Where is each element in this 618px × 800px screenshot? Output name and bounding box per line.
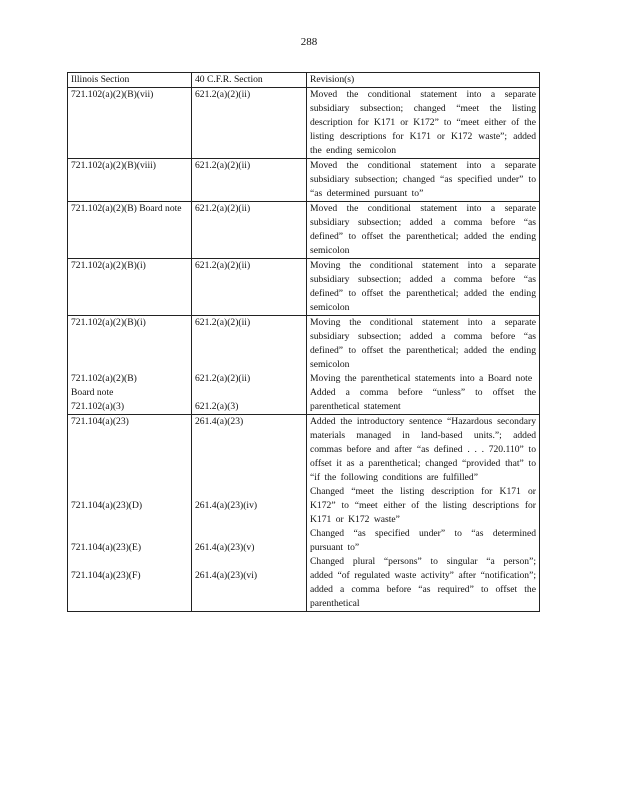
table-row [68, 415, 540, 612]
illinois-entry: 721.104(a)(23)(D) [71, 500, 143, 511]
cfr-entry: 261.4(a)(23)(iv) [195, 500, 258, 511]
revision-cell: Moved the conditional statement into a separate subsidiary subsection; changed “meet the listing description for K171 or K172” to “meet either of the listing descriptions for K171 or K172 waste”; added the ending semicolon [307, 88, 540, 159]
revision-cell [307, 316, 540, 415]
illinois-section-cell [68, 415, 192, 612]
illinois-entry: 721.102(a)(3) [71, 401, 125, 412]
header-cfr-section: 40 C.F.R. Section [192, 73, 307, 88]
cfr-section-cell: 621.2(a)(2)(ii) [192, 259, 307, 316]
table-row [68, 202, 540, 259]
revision-cell: Moving the conditional statement into a separate subsidiary subsection; added a comma before “as defined” to offset the parenthetical; added the ending semicolon [307, 259, 540, 316]
revision-cell: Moved the conditional statement into a separate subsidiary subsection; changed “as specified under” to “as determined pursuant to” [307, 159, 540, 202]
illinois-entry: 721.104(a)(23)(E) [71, 542, 142, 553]
revision-entry: Changed “as specified under” to “as determined pursuant to” [310, 528, 536, 553]
revision-entry: Added the introductory sentence “Hazardous secondary materials managed in land-based units.”; added commas before and after “as defined . . . 720.110” to offset it as a parenthetical; changed “provided that” to “if the following conditions are fulfilled” [310, 416, 536, 483]
page-number: 288 [300, 36, 318, 48]
revision-entry: Added a comma before “unless” to offset the parenthetical statement [310, 387, 536, 412]
header-revisions: Revision(s) [307, 73, 540, 88]
cfr-entry: 621.2(a)(3) [195, 401, 239, 412]
revision-entry: Changed “meet the listing description for K171 or K172” to “meet either of the listing descriptions for K171 or K172 waste” [310, 486, 536, 525]
revision-cell: Moved the conditional statement into a separate subsidiary subsection; added a comma before “as defined” to offset the parenthetical; added the ending semicolon [307, 202, 540, 259]
illinois-entry: 721.102(a)(2)(B) Board note [71, 373, 137, 398]
cfr-entry: 621.2(a)(2)(ii) [195, 317, 251, 328]
table-row [68, 159, 540, 202]
revision-entry: Moving the parenthetical statements into a Board note [310, 373, 533, 384]
illinois-entry: 721.104(a)(23) [71, 416, 129, 427]
table-row [68, 88, 540, 159]
illinois-section-cell: 721.102(a)(2)(B)(viii) [68, 159, 192, 202]
illinois-entry: 721.104(a)(23)(F) [71, 570, 141, 581]
illinois-section-cell: 721.102(a)(2)(B)(vii) [68, 88, 192, 159]
cfr-section-cell: 621.2(a)(2)(ii) [192, 159, 307, 202]
illinois-entry: 721.102(a)(2)(B)(i) [71, 317, 146, 328]
illinois-section-cell: 721.102(a)(2)(B) Board note [68, 202, 192, 259]
cfr-section-cell [192, 316, 307, 415]
revision-entry: Moving the conditional statement into a separate subsidiary subsection; added a comma before “as defined” to offset the parenthetical; added the ending semicolon [310, 317, 536, 370]
revision-entry: Changed plural “persons” to singular “a person”; added “of regulated waste activity” after “notification”; added a comma before “as required” to offset the parenthetical [310, 556, 536, 609]
table-row [68, 259, 540, 316]
cfr-section-cell: 621.2(a)(2)(ii) [192, 88, 307, 159]
revision-cell [307, 415, 540, 612]
cfr-entry: 261.4(a)(23)(vi) [195, 570, 258, 581]
header-illinois-section: Illinois Section [68, 73, 192, 88]
table-row [68, 316, 540, 415]
table-header-row [68, 73, 540, 88]
cfr-entry: 261.4(a)(23)(v) [195, 542, 255, 553]
illinois-section-cell [68, 316, 192, 415]
cfr-entry: 621.2(a)(2)(ii) [195, 373, 251, 384]
revision-table [67, 72, 540, 612]
cfr-section-cell: 621.2(a)(2)(ii) [192, 202, 307, 259]
cfr-section-cell [192, 415, 307, 612]
illinois-section-cell: 721.102(a)(2)(B)(i) [68, 259, 192, 316]
cfr-entry: 261.4(a)(23) [195, 416, 244, 427]
